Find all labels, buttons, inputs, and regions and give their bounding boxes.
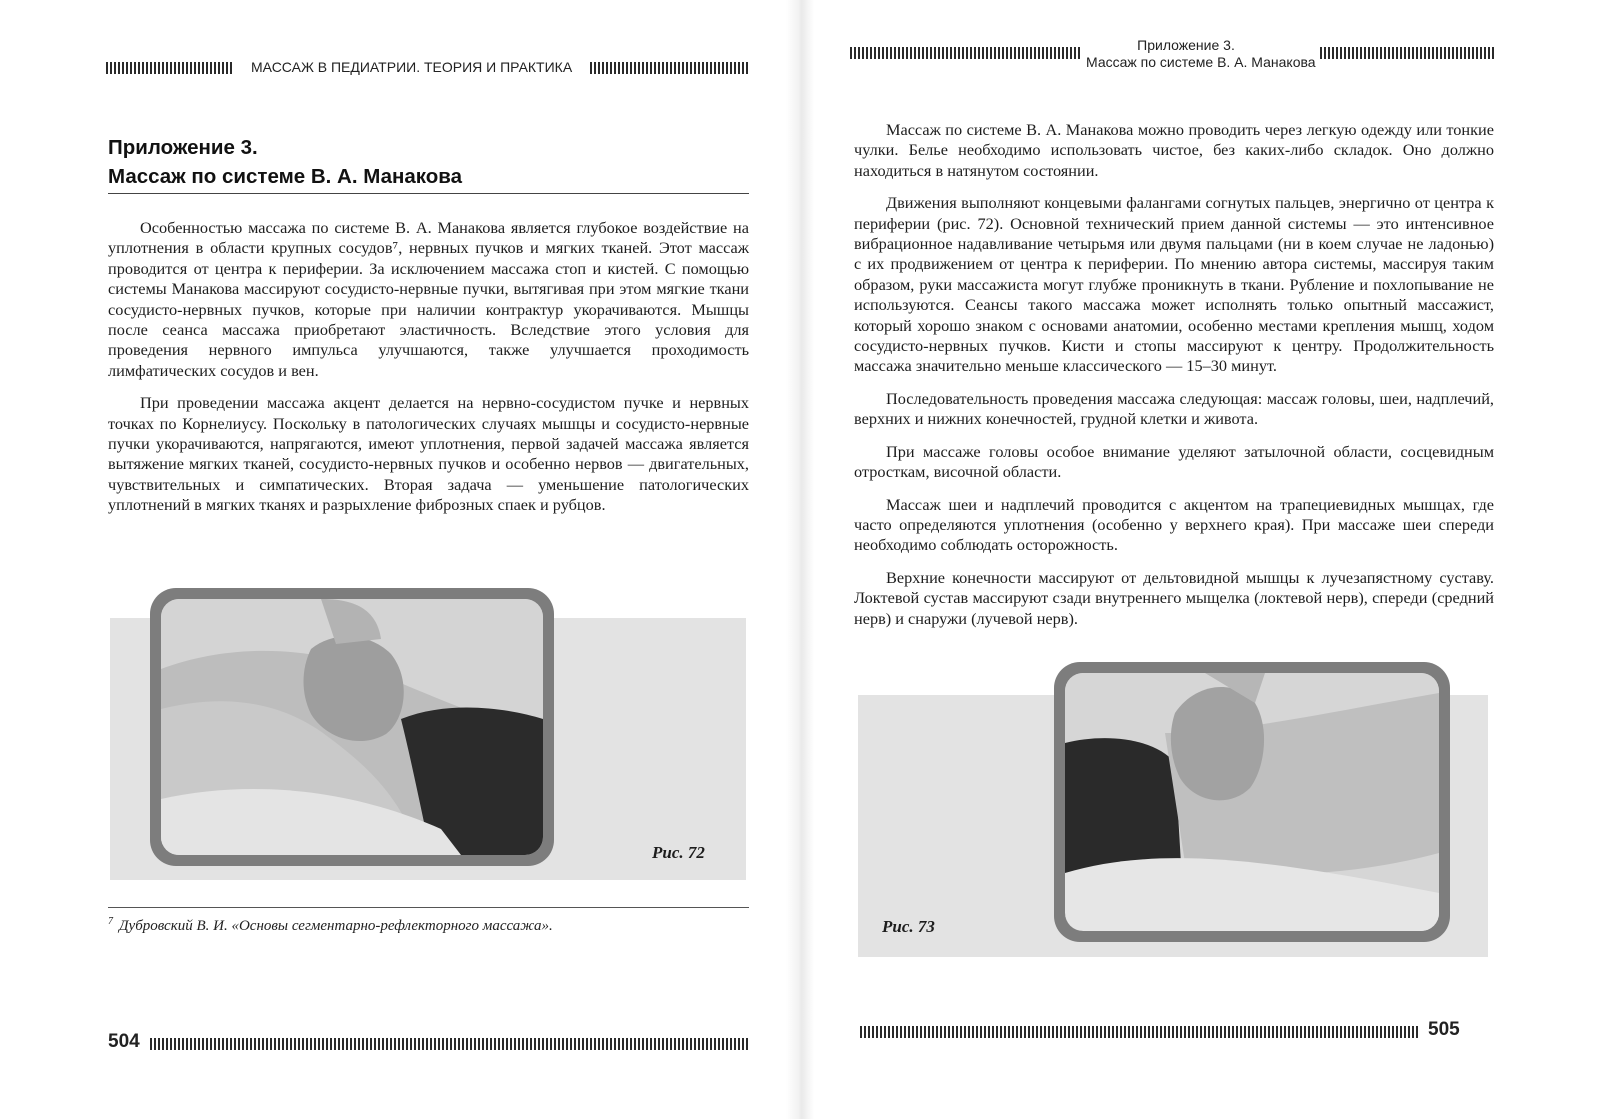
paragraph: Движения выполняют концевыми фалангами согнутых пальцев, энергично от центра к периферии (рис. 72). Основной технический прием данной системы — это интенсивное вибрационное надавливание четырьмя или двумя пальцами (ни в коем случае не ладонью) с их продвижением от центра к периферии. По мнению автора системы, массируя таким образом, руки массажиста могут глубже проникнуть в ткани. Рубление и похлопывание не используются. Сеансы такого массажа может исполнять только опытный массажист, который хорошо знаком с основами анатомии, особенно местами крепления мышц, ходом сосудисто-нервных пучков. Кисти и стопы массируют к центру. Продолжительность массажа значительно меньше классического — 15–30 минут. <box>854 193 1494 376</box>
footer-ornament-left <box>150 1038 750 1050</box>
section-title-line2: Массаж по системе В. А. Манакова <box>108 165 462 188</box>
running-head-left: МАССАЖ В ПЕДИАТРИИ. ТЕОРИЯ И ПРАКТИКА <box>251 59 573 75</box>
header-ornament-right <box>590 62 750 74</box>
massage-photo <box>161 599 543 855</box>
paragraph: Массаж по системе В. А. Манакова можно проводить через легкую одежду или тонкие чулки. Белье необходимо использовать чистое, без каких-либо складок. Оно должно находиться в натянутом состоянии. <box>854 120 1494 180</box>
paragraph: Особенностью массажа по системе В. А. Манакова является глубокое воздействие на уплотнения в области крупных сосудов⁷, нервных пучков и мягких тканей. Этот массаж проводится от центра к периферии. За исключением массажа стоп и кистей. С помощью системы Манакова массируют сосудисто-нервные пучки, вытягивая при этом мягкие ткани сосудисто-нервных пучков, которые при наличии контрактур укорачиваются. Мышцы после сеанса массажа приобретают эластичность. Вследствие этого условия для проведения нервного импульса улучшаются, также улучшается проходимость лимфатических сосудов и вен. <box>108 218 749 380</box>
paragraph: При массаже головы особое внимание уделяют затылочной области, сосцевидным отросткам, височной области. <box>854 441 1494 482</box>
massage-photo <box>1065 673 1439 931</box>
left-body-text <box>108 218 749 528</box>
footnote-rule <box>108 907 749 908</box>
paragraph: При проведении массажа акцент делается на нервно-сосудистом пучке и нервных точках по Корнелиусу. Поскольку в патологических случаях мышцы и сосудисто-нервные пучки укорачиваются, напрягаются, имеют уплотнения, первой задачей массажа является вытяжение мягких тканей, сосудисто-нервных пучков и особенно нервов — двигательных, чувствительных и симпатических. Вторая задача — уменьшение патологических уплотнений в мягких тканях и разрыхление фиброзных спаек и рубцов. <box>108 393 749 515</box>
header-ornament-left <box>850 47 1080 59</box>
footnote-text: Дубровский В. И. «Основы сегментарно-рефлекторного массажа». <box>119 918 553 934</box>
running-head-line2: Массаж по системе В. А. Манакова <box>1086 54 1316 70</box>
section-title <box>108 133 748 191</box>
paragraph: Массаж шеи и надплечий проводится с акцентом на трапециевидных мышцах, где часто определяются уплотнения (особенно у верхнего края). При массаже шеи спереди необходимо соблюдать осторожность. <box>854 494 1494 555</box>
page-number-right: 505 <box>1428 1019 1460 1040</box>
figure-72-photo <box>150 588 554 866</box>
right-body-text <box>854 120 1494 641</box>
figure-73-photo <box>1054 662 1450 942</box>
title-rule <box>108 193 749 194</box>
footnote-mark: 7 <box>108 916 113 927</box>
header-ornament-left <box>106 62 234 74</box>
paragraph: Последовательность проведения массажа следующая: массаж головы, шеи, надплечий, верхних и нижних конечностей, грудной клетки и живота. <box>854 388 1494 429</box>
section-title-line1: Приложение 3. <box>108 136 258 159</box>
figure-73-caption: Рис. 73 <box>882 917 935 936</box>
running-head-right <box>1086 37 1316 71</box>
page-number-left: 504 <box>108 1031 140 1052</box>
paragraph: Верхние конечности массируют от дельтовидной мышцы к лучезапястному суставу. Локтевой сустав массируют сзади внутреннего мыщелка (локтевой нерв), спереди (средний нерв) и снаружи (лучевой нерв). <box>854 567 1494 628</box>
right-page <box>800 0 1600 1119</box>
footer-ornament-right <box>860 1026 1418 1038</box>
header-ornament-right <box>1320 47 1496 59</box>
running-head-line1: Приложение 3. <box>1137 37 1235 53</box>
footnote <box>108 916 553 935</box>
figure-72-caption: Рис. 72 <box>652 843 705 862</box>
